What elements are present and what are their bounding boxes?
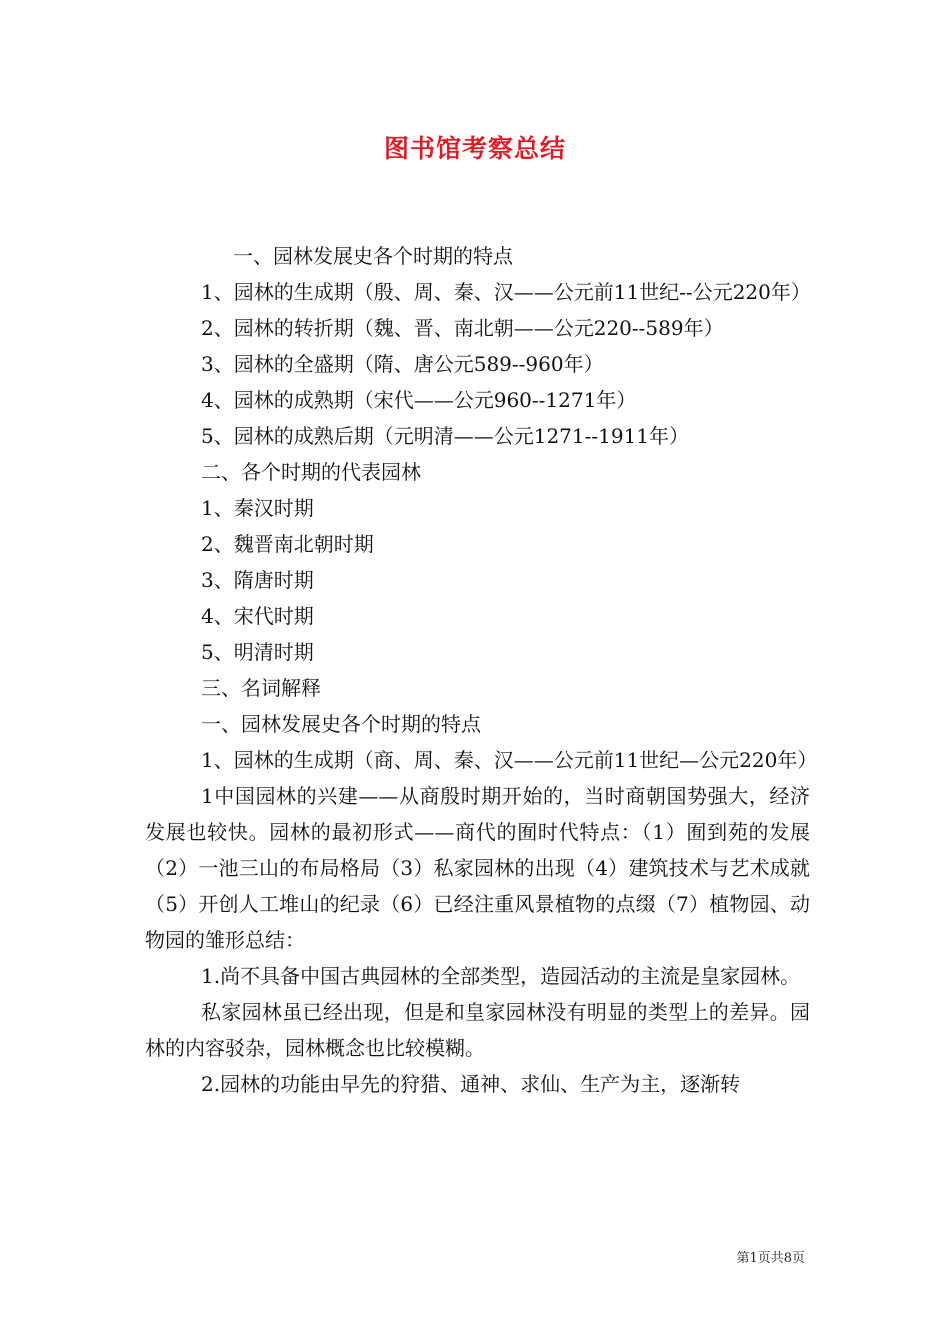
document-title: 图书馆考察总结: [383, 134, 566, 163]
paragraph: 4、园林的成熟期（宋代——公元960--1271年）: [201, 388, 637, 412]
paragraph: 三、名词解释: [201, 676, 321, 700]
paragraph: 1、园林的生成期（殷、周、秦、汉——公元前11世纪--公元220年）: [201, 280, 811, 304]
paragraph: 一、园林发展史各个时期的特点: [201, 712, 481, 736]
paragraph: 一、园林发展史各个时期的特点: [233, 244, 513, 268]
paragraph: 3、隋唐时期: [201, 568, 314, 592]
page-number: 第1页共8页: [736, 1251, 805, 1266]
paragraph: 5、明清时期: [201, 640, 314, 664]
paragraph: 4、宋代时期: [201, 604, 314, 628]
document-body: [145, 238, 818, 1102]
paragraph: 私家园林虽已经出现，但是和皇家园林没有明显的类型上的差异。园林的内容驳杂，园林概念也比较模糊。: [145, 1000, 810, 1060]
paragraph: 3、园林的全盛期（隋、唐公元589--960年）: [201, 352, 604, 376]
paragraph: 1、园林的生成期（商、周、秦、汉——公元前11世纪—公元220年）: [201, 748, 818, 772]
paragraph: 二、各个时期的代表园林: [201, 460, 421, 484]
paragraph: 2、园林的转折期（魏、晋、南北朝——公元220--589年）: [201, 316, 724, 340]
paragraph: 1、秦汉时期: [201, 496, 314, 520]
paragraph: 2.园林的功能由早先的狩猎、通神、求仙、生产为主，逐渐转: [201, 1072, 741, 1096]
paragraph: 1.尚不具备中国古典园林的全部类型，造园活动的主流是皇家园林。: [201, 964, 801, 988]
paragraph: 2、魏晋南北朝时期: [201, 532, 374, 556]
paragraph: 1中国园林的兴建——从商殷时期开始的，当时商朝国势强大，经济发展也较快。园林的最初形式——商代的囿时代特点：（1）囿到苑的发展（2）一池三山的布局格局（3）私家园林的出现（4）建筑技术与艺术成就（5）开创人工堆山的纪录（6）已经注重风景植物的点缀（7）植物园、动物园的雏形总结：: [145, 784, 810, 952]
paragraph: 5、园林的成熟后期（元明清——公元1271--1911年）: [201, 424, 690, 448]
